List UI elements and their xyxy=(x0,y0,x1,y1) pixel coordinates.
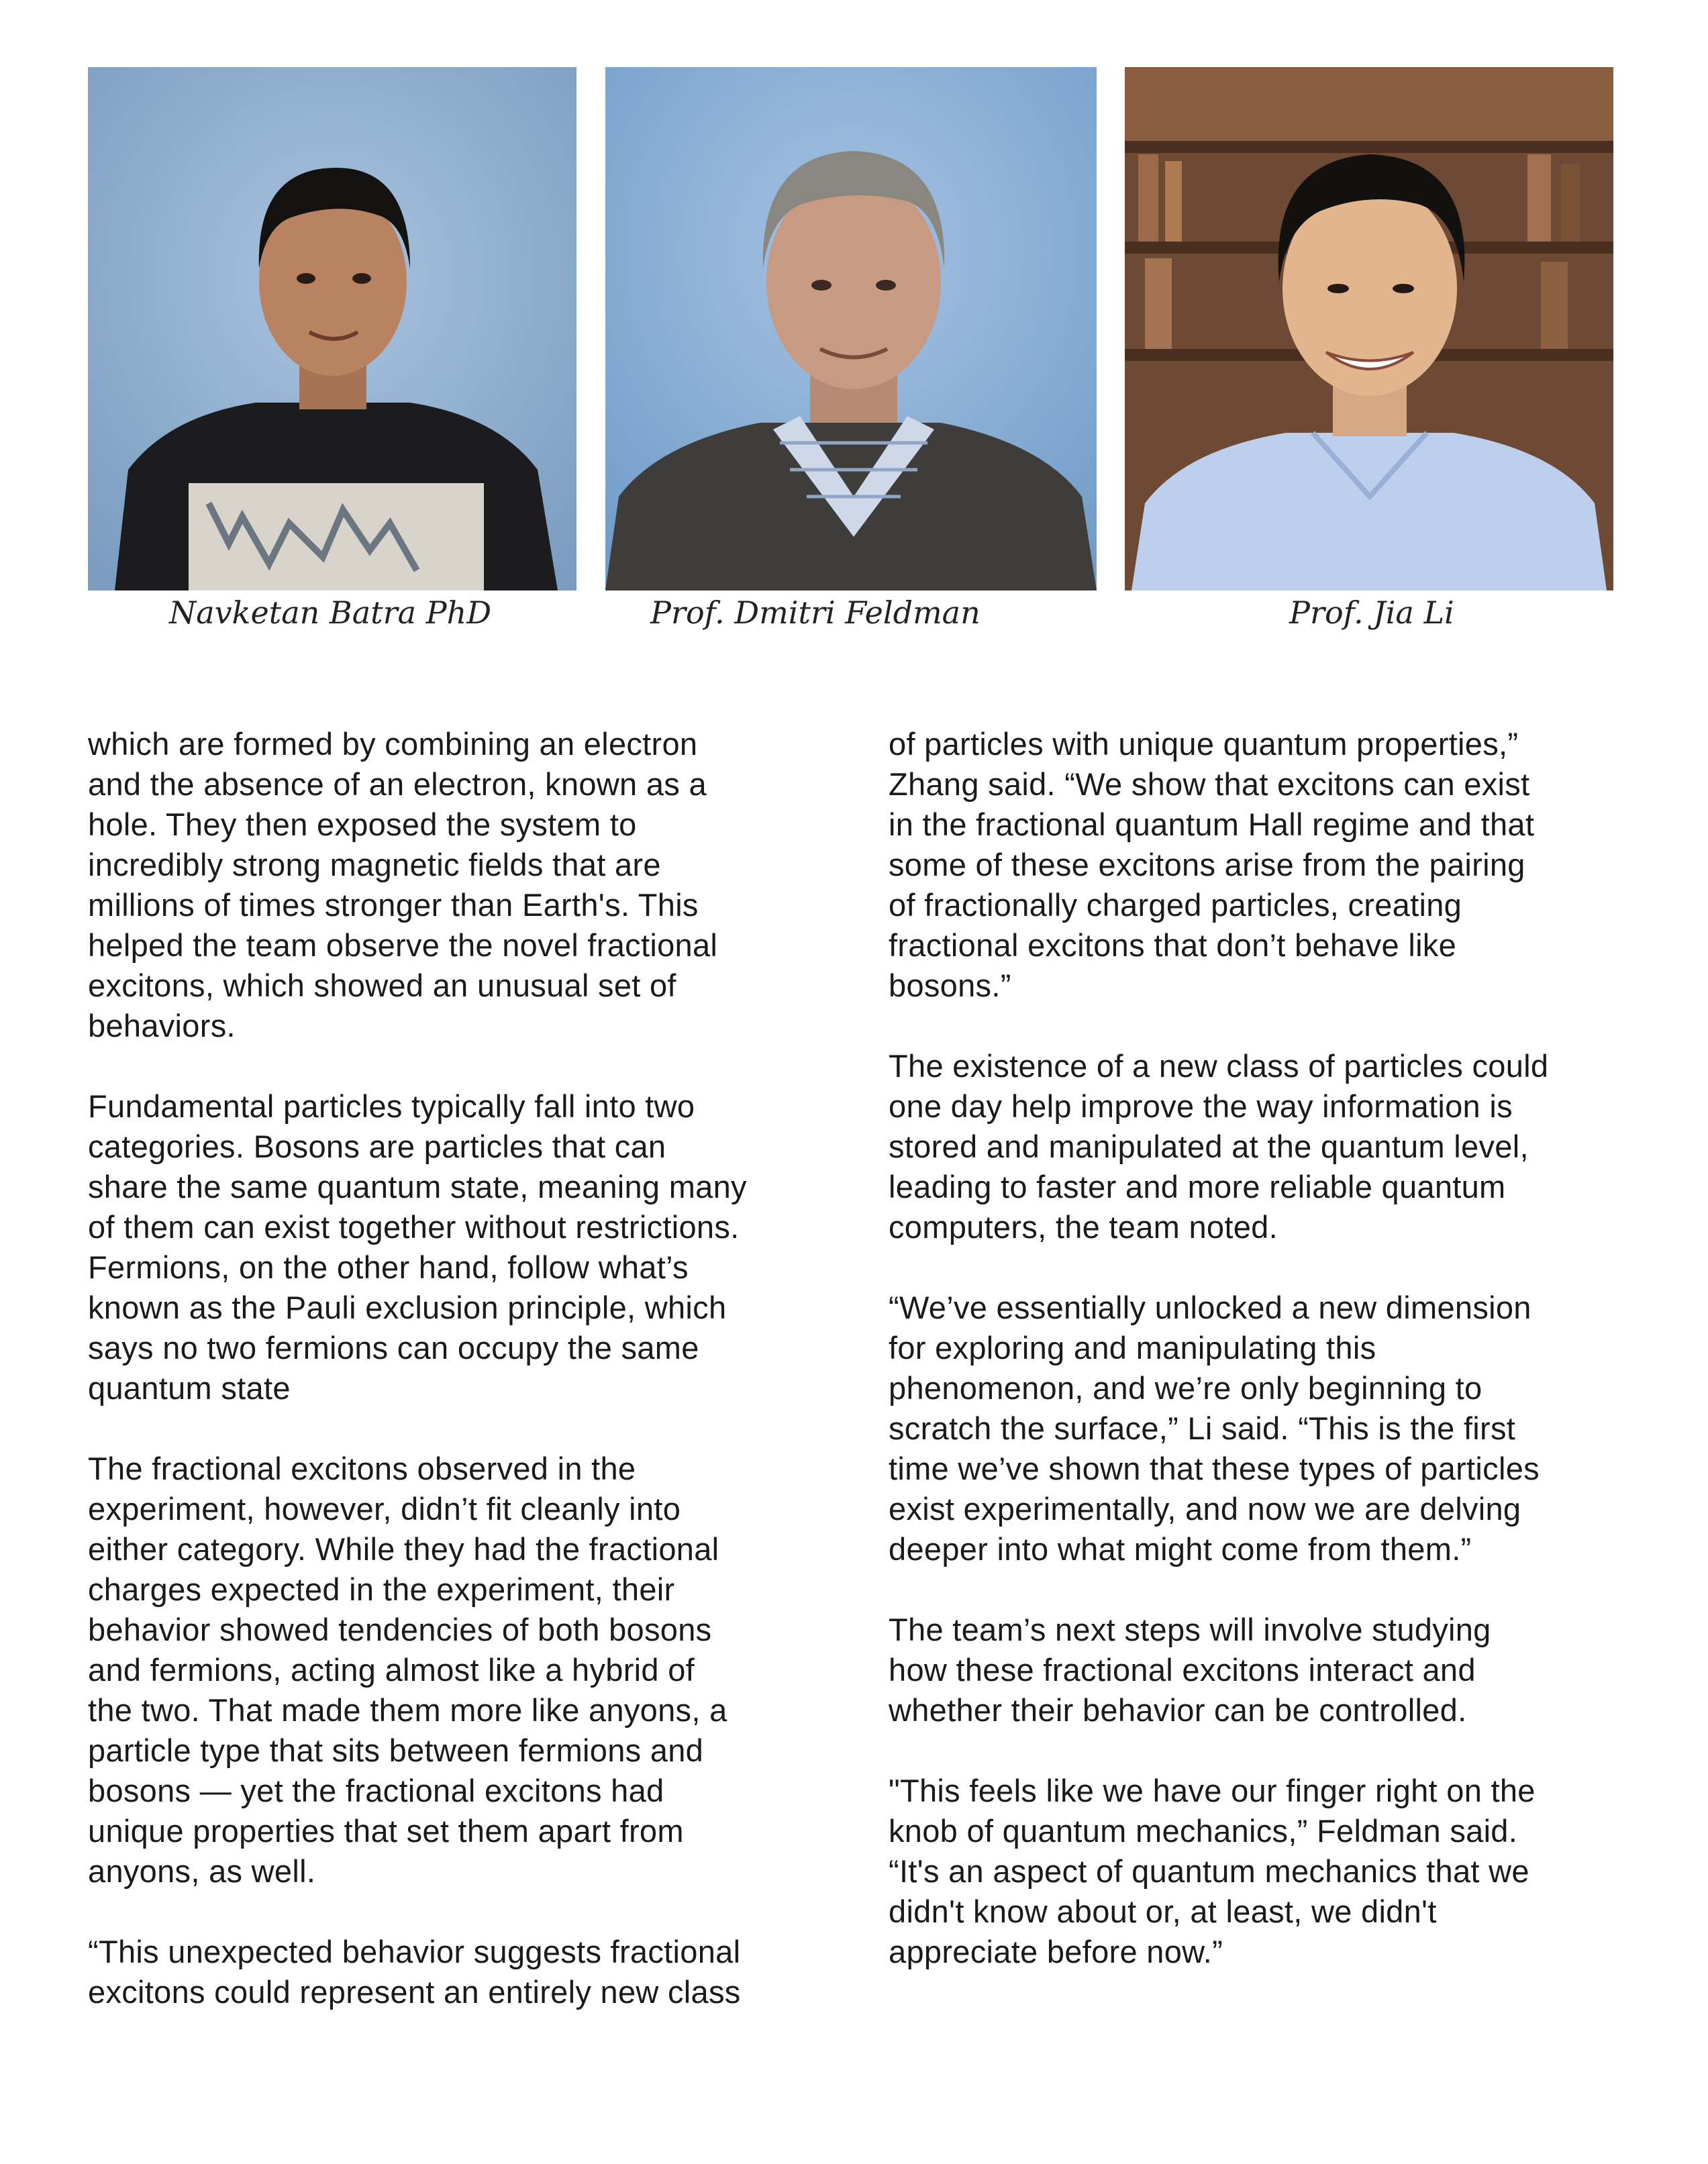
portrait-photo-batra xyxy=(88,67,576,590)
portrait-caption: Navketan Batra PhD xyxy=(169,595,492,631)
article-paragraph: The fractional excitons observed in the experiment, however, didn’t fit cleanly into either category. While they had the fractional charges expected in the experiment, their behavior showed tendencies of both bosons and fermions, acting almost like a hybrid of the two. That made them more like anyons, a particle type that sits between fermions and bosons — yet the fractional excitons had unique properties that set them apart from anyons, as well. xyxy=(88,1451,727,1889)
article-paragraph: “This unexpected behavior suggests fractional excitons could represent an entirely new class xyxy=(88,1934,741,2010)
portrait-photo-feldman xyxy=(605,67,1097,590)
article-paragraph: of particles with unique quantum properties,” Zhang said. “We show that excitons can exist in the fractional quantum Hall regime and that some of these excitons arise from the pairing of fractionally charged particles, creating fractional excitons that don’t behave like bosons.” xyxy=(889,726,1535,1003)
article-paragraph: which are formed by combining an electron and the absence of an electron, known as a hole. They then exposed the system to incredibly strong magnetic fields that are millions of times stronger than Earth's. This helped the team observe the novel fractional excitons, which showed an unusual set of behaviors. xyxy=(88,726,718,1043)
article-paragraph: "This feels like we have our finger right on the knob of quantum mechanics,” Feldman said. “It's an aspect of quantum mechanics that we didn't know about or, at least, we didn't appreciate before now.” xyxy=(889,1773,1536,1969)
portrait-caption: Prof. Jia Li xyxy=(1289,595,1454,631)
portrait-image xyxy=(1125,67,1613,590)
portrait-image xyxy=(88,67,576,590)
article-paragraph: The team’s next steps will involve studying how these fractional excitons interact and whether their behavior can be controlled. xyxy=(889,1612,1491,1728)
article-column-left xyxy=(88,724,840,2053)
portrait-photo-li xyxy=(1125,67,1613,590)
portrait-caption: Prof. Dmitri Feldman xyxy=(650,595,981,631)
article-paragraph: Fundamental particles typically fall into two categories. Bosons are particles that can share the same quantum state, meaning many of them can exist together without restrictions. Fermions, on the other hand, follow what’s known as the Pauli exclusion principle, which says no two fermions can occupy the same quantum state xyxy=(88,1088,747,1406)
article-paragraph: “We’ve essentially unlocked a new dimension for exploring and manipulating this phenomenon, and we’re only beginning to scratch the surface,” Li said. “This is the first time we’ve shown that these types of particles exist experimentally, and now we are delving deeper into what might come from them.” xyxy=(889,1290,1540,1567)
article-column-right xyxy=(889,724,1660,2012)
portrait-image xyxy=(605,67,1097,590)
article-paragraph: The existence of a new class of particles could one day help improve the way information is stored and manipulated at the quantum level, leading to faster and more reliable quantum computers, the team noted. xyxy=(889,1048,1549,1245)
